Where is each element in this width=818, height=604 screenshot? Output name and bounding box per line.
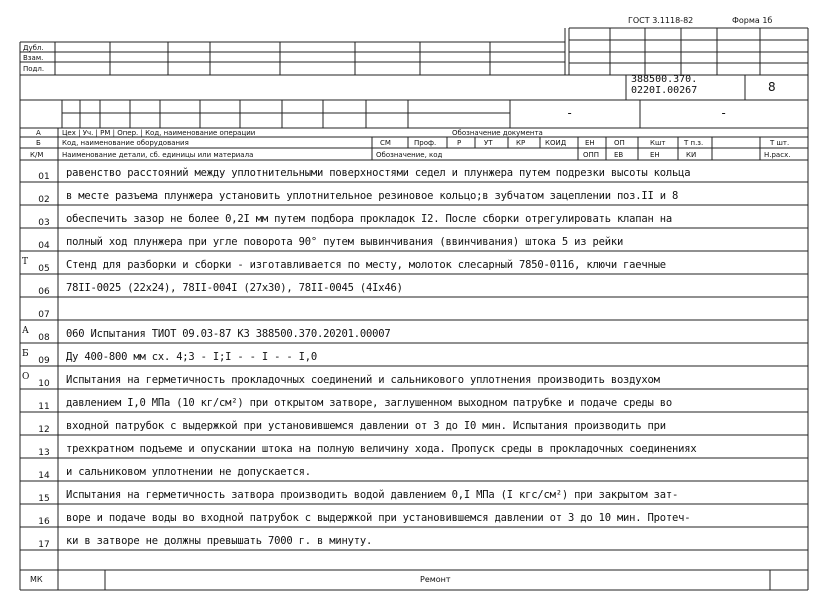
header-row-k: Наименование детали, сб. единицы или материала: [62, 151, 254, 159]
row-text: и сальниковом уплотнении не допускается.: [66, 466, 311, 478]
row-letter-b: Б: [36, 139, 41, 147]
col-op: ОП: [614, 139, 625, 147]
stamp-dubl: Дубл.: [23, 44, 44, 52]
header-row-b: Код, наименование оборудования: [62, 139, 189, 147]
row-marker: Б: [22, 349, 29, 359]
sub-ev: ЕВ: [614, 151, 624, 159]
doc-code-2: 0220I.00267: [631, 85, 698, 96]
row-number: 11: [38, 402, 50, 412]
col-tsht: Т шт.: [770, 139, 790, 147]
row-text: трехкратном подъеме и опускании штока на полную величину хода. Пропуск среды в прокладочных соединениях: [66, 443, 697, 455]
row-text: полный ход плунжера при угле поворота 90° путем вывинчивания (ввинчивания) штока 5 из рейки: [66, 236, 624, 248]
row-number: 13: [38, 448, 50, 458]
col-tpz: Т п.з.: [684, 139, 704, 147]
row-text: 78II-0025 (22x24), 78II-004I (27x30), 78II-0045 (4Ix46): [66, 282, 403, 294]
row-number: 07: [38, 310, 50, 320]
row-number: 05: [38, 264, 50, 274]
row-number: 03: [38, 218, 50, 228]
col-kr: КР: [516, 139, 526, 147]
dash-field-1: -: [566, 106, 574, 120]
row-text: 060 Испытания ТИОТ 09.03-87 КЗ 388500.370.20201.00007: [66, 328, 391, 340]
row-number: 02: [38, 195, 50, 205]
row-number: 10: [38, 379, 50, 389]
row-letter-k: К/М: [30, 151, 44, 159]
row-letter-a: А: [36, 129, 41, 137]
col-sm: СМ: [380, 139, 391, 147]
row-text: Испытания на герметичность прокладочных соединений и сальникового уплотнения производить воздухом: [66, 374, 660, 386]
row-number: 17: [38, 540, 50, 550]
row-number: 14: [38, 471, 50, 481]
sub-en: ЕН: [650, 151, 660, 159]
sub-opp: ОПП: [583, 151, 600, 159]
row-text: входной патрубок с выдержкой при установившемся давлении от 3 до I0 мин. Испытания производить при: [66, 420, 666, 432]
doc-code: 388500.370.: [631, 74, 698, 85]
row-number: 08: [38, 333, 50, 343]
row-text: равенство расстояний между уплотнительными поверхностями седел и плунжера путем подрезки высоты кольца: [66, 167, 691, 179]
sub-designation: Обозначение, код: [376, 151, 443, 159]
row-text: Испытания на герметичность затвора производить водой давлением 0,I МПа (I кгс/см²) при закрытом зат-: [66, 489, 679, 501]
row-number: 01: [38, 172, 50, 182]
footer-center: Ремонт: [420, 575, 451, 584]
row-text: давлением I,0 МПа (10 кг/см²) при открытом затворе, заглушенном выходном патрубке и подаче среды во: [66, 397, 673, 409]
row-marker: А: [22, 326, 29, 336]
row-text: в месте разъема плунжера установить уплотнительное резиновое кольцо;в зубчатом зацеплении поз.II и 8: [66, 190, 679, 202]
stamp-vzam: Взам.: [23, 54, 44, 62]
row-marker: Т: [22, 257, 29, 267]
row-number: 12: [38, 425, 50, 435]
dash-field-2: -: [720, 106, 728, 120]
col-r: Р: [457, 139, 462, 147]
row-text: обеспечить зазор не более 0,2I мм путем подбора прокладок I2. После сборки отрегулировать клапан на: [66, 213, 673, 225]
sub-nrash: Н.расх.: [764, 151, 791, 159]
row-marker: О: [22, 372, 30, 382]
footer-label: МК: [30, 575, 43, 584]
row-text: ки в затворе не должны превышать 7000 г. в минуту.: [66, 535, 373, 547]
row-text: Стенд для разборки и сборки - изготавливается по месту, молоток слесарный 7850-0116, ключи гаечные: [66, 259, 666, 271]
col-en: ЕН: [585, 139, 595, 147]
form-number: Форма 1б: [732, 16, 773, 25]
col-prof: Проф.: [414, 139, 437, 147]
row-number: 04: [38, 241, 50, 251]
row-number: 15: [38, 494, 50, 504]
col-koid: КОИД: [545, 139, 567, 147]
gost-standard: ГОСТ 3.1118-82: [628, 16, 694, 25]
sub-ki: КИ: [686, 151, 697, 159]
row-number: 16: [38, 517, 50, 527]
col-ksht: Кшт: [650, 139, 666, 147]
row-text: воре и подаче воды во входной патрубок с выдержкой при установившемся давлении от 3 до 10 мин. Протеч-: [66, 512, 691, 524]
doc-designation-label: Обозначение документа: [452, 129, 543, 137]
sheet-number: 8: [768, 80, 776, 94]
row-number: 09: [38, 356, 50, 366]
header-row-a: Цех | Уч. | РМ | Опер. | Код, наименование операции: [62, 129, 256, 137]
row-text: Ду 400-800 мм сх. 4;3 - I;I - - I - - I,0: [66, 351, 317, 363]
col-ut: УТ: [484, 139, 493, 147]
row-number: 06: [38, 287, 50, 297]
stamp-podl: Подл.: [23, 65, 45, 73]
